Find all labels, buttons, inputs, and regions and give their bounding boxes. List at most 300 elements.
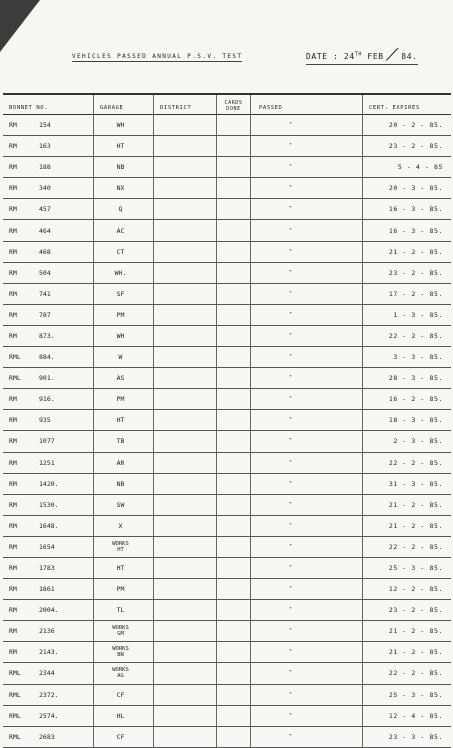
date-slash: / [383, 45, 402, 63]
date-month: FEB [367, 52, 384, 61]
bonnet-prefix: RM [9, 289, 17, 298]
garage-cell-text: CT [116, 247, 125, 256]
cert-expires-cell: 21 - 2 - 85. [388, 521, 443, 530]
cert-expires-cell: 17 - 2 - 85. [388, 289, 443, 298]
bonnet-prefix: RM [9, 416, 17, 425]
passed-cell: " [251, 115, 363, 135]
cert-expires-cell: 31 - 3 - 85. [388, 479, 443, 488]
cert-expires-cell: 1 - 3 - 85. [393, 310, 443, 319]
table-row [3, 136, 451, 157]
passed-cell: " [251, 516, 363, 536]
cards-done-cell [217, 706, 251, 726]
bonnet-cell [3, 284, 94, 304]
passed-cell: " [251, 537, 363, 557]
bonnet-prefix: RM [9, 331, 17, 340]
bonnet-prefix: RM [9, 310, 17, 319]
cert-expires-cell: 22 - 2 - 85. [388, 458, 443, 467]
garage-cell-text: SF [116, 289, 125, 298]
bonnet-number: 901. [39, 374, 55, 383]
district-cell [154, 347, 217, 367]
bonnet-number: 468 [39, 247, 51, 256]
bonnet-prefix: RM [9, 163, 17, 172]
vehicles-table [3, 93, 451, 748]
bonnet-cell [3, 621, 94, 641]
garage-cell [94, 389, 154, 409]
garage-cell [94, 326, 154, 346]
garage-cell-text [112, 625, 129, 637]
bonnet-prefix: RM [9, 542, 17, 551]
table-row [3, 347, 451, 368]
district-cell [154, 368, 217, 388]
table-row [3, 431, 451, 452]
table-row [3, 621, 451, 642]
district-cell [154, 431, 217, 451]
cert-expires-cell: 20 - 2 - 85. [388, 121, 443, 130]
bonnet-cell [3, 220, 94, 240]
bonnet-cell [3, 579, 94, 599]
cards-done-cell [217, 600, 251, 620]
cards-done-cell [217, 537, 251, 557]
district-cell [154, 579, 217, 599]
garage-cell-text: W [118, 353, 123, 362]
bonnet-cell [3, 157, 94, 177]
date-suffix: TH [354, 51, 362, 58]
table-row [3, 199, 451, 220]
cert-expires-cell: 21 - 2 - 85. [388, 627, 443, 636]
cert-expires-cell: 25 - 3 - 85. [388, 690, 443, 699]
district-cell [154, 558, 217, 578]
bonnet-prefix: RM [9, 395, 17, 404]
bonnet-prefix: RM [9, 585, 17, 594]
bonnet-cell [3, 389, 94, 409]
cert-expires-cell: 21 - 2 - 85. [388, 648, 443, 657]
district-cell [154, 305, 217, 325]
bonnet-number: 1783 [39, 564, 55, 573]
garage-cell-text: HT [116, 416, 125, 425]
cert-expires-cell: 28 - 3 - 85. [388, 374, 443, 383]
district-cell [154, 516, 217, 536]
garage-cell-text: WH [116, 121, 125, 130]
table-row [3, 537, 451, 558]
district-cell [154, 621, 217, 641]
bonnet-prefix: RM [9, 627, 17, 636]
header-garage: GARAGE [94, 95, 154, 114]
bonnet-cell [3, 115, 94, 135]
bonnet-number: 1861 [39, 585, 55, 594]
page-corner-fold [0, 0, 40, 52]
cards-done-cell [217, 495, 251, 515]
passed-cell: " [251, 263, 363, 283]
cards-done-cell [217, 199, 251, 219]
passed-cell: " [251, 727, 363, 747]
cert-expires-cell: 12 - 4 - 85. [388, 711, 443, 720]
bonnet-number: 1077 [39, 437, 55, 446]
garage-line-2: AG [117, 673, 124, 680]
garage-cell-text: HL [116, 711, 125, 720]
cert-expires-cell: 23 - 2 - 85. [388, 268, 443, 277]
bonnet-cell [3, 368, 94, 388]
table-row [3, 663, 451, 684]
cert-expires-cell: 16 - 3 - 85. [388, 205, 443, 214]
passed-cell: " [251, 136, 363, 156]
garage-cell [94, 199, 154, 219]
bonnet-prefix: RM [9, 226, 17, 235]
passed-cell: " [251, 410, 363, 430]
passed-cell: " [251, 474, 363, 494]
garage-cell [94, 495, 154, 515]
cert-expires-cell: 23 - 3 - 85. [388, 732, 443, 741]
district-cell [154, 727, 217, 747]
cert-expires-cell: 18 - 3 - 85. [388, 416, 443, 425]
document-title: VEHICLES PASSED ANNUAL P.S.V. TEST [72, 53, 243, 60]
bonnet-prefix: RM [9, 500, 17, 509]
table-body [3, 115, 451, 748]
bonnet-number: 1420. [39, 479, 59, 488]
bonnet-number: 884. [39, 353, 55, 362]
table-row [3, 453, 451, 474]
garage-cell [94, 157, 154, 177]
bonnet-cell [3, 453, 94, 473]
garage-cell [94, 431, 154, 451]
table-row [3, 115, 451, 136]
garage-cell [94, 663, 154, 683]
garage-cell-text [112, 667, 129, 679]
garage-cell [94, 136, 154, 156]
table-row [3, 263, 451, 284]
passed-cell: " [251, 453, 363, 473]
bonnet-cell [3, 431, 94, 451]
bonnet-prefix: RML [9, 353, 21, 362]
table-row [3, 326, 451, 347]
table-row [3, 220, 451, 241]
table-row [3, 305, 451, 326]
garage-cell [94, 305, 154, 325]
passed-cell: " [251, 642, 363, 662]
garage-cell-text [112, 646, 129, 658]
header-passed: PASSED [251, 95, 363, 114]
district-cell [154, 663, 217, 683]
garage-cell [94, 263, 154, 283]
garage-line-1: WORKS [112, 667, 129, 674]
bonnet-number: 2683 [39, 732, 55, 741]
bonnet-cell [3, 242, 94, 262]
bonnet-cell [3, 727, 94, 747]
bonnet-prefix: RML [9, 374, 21, 383]
garage-cell [94, 642, 154, 662]
district-cell [154, 474, 217, 494]
garage-cell-text: TB [116, 437, 125, 446]
district-cell [154, 220, 217, 240]
garage-cell-text: WH. [114, 268, 127, 277]
cert-expires-cell: 22 - 2 - 85. [388, 669, 443, 678]
cert-expires-cell: 12 - 2 - 85. [388, 585, 443, 594]
cards-done-cell [217, 263, 251, 283]
district-cell [154, 284, 217, 304]
cards-done-cell [217, 410, 251, 430]
bonnet-number: 1251 [39, 458, 55, 467]
cards-done-cell [217, 115, 251, 135]
district-cell [154, 642, 217, 662]
bonnet-prefix: RM [9, 437, 17, 446]
district-cell [154, 453, 217, 473]
bonnet-prefix: RM [9, 606, 17, 615]
bonnet-cell [3, 178, 94, 198]
cards-done-cell [217, 389, 251, 409]
passed-cell: " [251, 305, 363, 325]
cert-expires-cell: 20 - 3 - 85. [388, 184, 443, 193]
bonnet-number: 464 [39, 226, 51, 235]
bonnet-prefix: RM [9, 479, 17, 488]
garage-cell-text: X [118, 521, 123, 530]
district-cell [154, 410, 217, 430]
table-row [3, 157, 451, 178]
header-cards-done: CARDS DONE [217, 95, 251, 114]
bonnet-number: 188 [39, 163, 51, 172]
district-cell [154, 389, 217, 409]
table-row [3, 474, 451, 495]
passed-cell: " [251, 431, 363, 451]
bonnet-number: 340 [39, 184, 51, 193]
cards-done-cell [217, 136, 251, 156]
bonnet-prefix: RM [9, 564, 17, 573]
bonnet-cell [3, 600, 94, 620]
garage-cell [94, 600, 154, 620]
bonnet-cell [3, 495, 94, 515]
passed-cell: " [251, 242, 363, 262]
garage-cell-text: PM [116, 395, 125, 404]
garage-cell-text: CF [116, 732, 125, 741]
cards-done-cell [217, 326, 251, 346]
bonnet-number: 504 [39, 268, 51, 277]
bonnet-prefix: RM [9, 121, 17, 130]
bonnet-prefix: RM [9, 184, 17, 193]
passed-cell: " [251, 621, 363, 641]
bonnet-cell [3, 516, 94, 536]
garage-cell-text: SW [116, 500, 125, 509]
bonnet-prefix: RM [9, 142, 17, 151]
garage-line-2: BN [117, 652, 124, 659]
district-cell [154, 242, 217, 262]
district-cell [154, 157, 217, 177]
bonnet-cell [3, 326, 94, 346]
cards-done-cell [217, 474, 251, 494]
passed-cell: " [251, 220, 363, 240]
garage-cell [94, 558, 154, 578]
bonnet-number: 2136 [39, 627, 55, 636]
bonnet-number: 873. [39, 331, 55, 340]
passed-cell: " [251, 326, 363, 346]
bonnet-number: 457 [39, 205, 51, 214]
bonnet-number: 1648. [39, 521, 59, 530]
bonnet-number: 163 [39, 142, 51, 151]
garage-cell-text: HT [116, 564, 125, 573]
table-row [3, 685, 451, 706]
district-cell [154, 495, 217, 515]
cards-done-cell [217, 727, 251, 747]
garage-line-1: WORKS [112, 540, 129, 547]
garage-cell-text: PM [116, 585, 125, 594]
table-row [3, 242, 451, 263]
garage-cell [94, 621, 154, 641]
table-row [3, 389, 451, 410]
bonnet-number: 1530. [39, 500, 59, 509]
cert-expires-cell: 23 - 2 - 85. [388, 606, 443, 615]
passed-cell: " [251, 284, 363, 304]
bonnet-cell [3, 685, 94, 705]
bonnet-number: 2143. [39, 648, 59, 657]
bonnet-cell [3, 706, 94, 726]
passed-cell: " [251, 663, 363, 683]
cert-expires-cell: 21 - 2 - 85. [388, 500, 443, 509]
garage-cell-text: CF [116, 690, 125, 699]
passed-cell: " [251, 389, 363, 409]
garage-line-2: GM [117, 631, 124, 638]
passed-cell: " [251, 495, 363, 515]
cards-done-cell [217, 178, 251, 198]
bonnet-prefix: RM [9, 521, 17, 530]
bonnet-cell [3, 136, 94, 156]
garage-cell [94, 685, 154, 705]
document-date [306, 45, 418, 65]
garage-cell-text: TL [116, 606, 125, 615]
cards-done-cell [217, 516, 251, 536]
bonnet-number: 1654 [39, 542, 55, 551]
bonnet-cell [3, 263, 94, 283]
district-cell [154, 685, 217, 705]
bonnet-prefix: RM [9, 205, 17, 214]
garage-cell [94, 242, 154, 262]
bonnet-prefix: RML [9, 690, 21, 699]
bonnet-number: 154 [39, 121, 51, 130]
garage-line-2: HT [117, 546, 124, 553]
garage-cell [94, 220, 154, 240]
garage-cell [94, 115, 154, 135]
bonnet-cell [3, 663, 94, 683]
bonnet-prefix: RM [9, 268, 17, 277]
cert-expires-cell: 3 - 3 - 85. [393, 353, 443, 362]
district-cell [154, 600, 217, 620]
garage-cell [94, 474, 154, 494]
district-cell [154, 537, 217, 557]
table-row [3, 558, 451, 579]
table-row [3, 495, 451, 516]
cert-expires-cell: 22 - 2 - 85. [388, 542, 443, 551]
bonnet-number: 916. [39, 395, 55, 404]
cards-done-cell [217, 558, 251, 578]
cert-expires-cell: 23 - 2 - 85. [388, 142, 443, 151]
garage-cell-text: AC [116, 226, 125, 235]
district-cell [154, 178, 217, 198]
header-bonnet-no: BONNET NO. [3, 95, 94, 114]
bonnet-cell [3, 305, 94, 325]
bonnet-prefix: RML [9, 711, 21, 720]
bonnet-prefix: RML [9, 732, 21, 741]
cards-done-cell [217, 621, 251, 641]
passed-cell: " [251, 558, 363, 578]
garage-cell [94, 537, 154, 557]
cards-done-cell [217, 431, 251, 451]
garage-line-1: WORKS [112, 625, 129, 632]
garage-cell [94, 284, 154, 304]
cards-done-cell [217, 157, 251, 177]
district-cell [154, 115, 217, 135]
garage-cell-text: AS [116, 374, 125, 383]
cards-done-cell [217, 242, 251, 262]
garage-cell [94, 706, 154, 726]
table-row [3, 410, 451, 431]
garage-cell-text: NB [116, 163, 125, 172]
garage-cell [94, 727, 154, 747]
garage-cell-text: NB [116, 479, 125, 488]
garage-cell [94, 579, 154, 599]
garage-cell-text: AR [116, 458, 125, 467]
table-row [3, 600, 451, 621]
table-row [3, 368, 451, 389]
garage-cell-text: NX [116, 184, 125, 193]
bonnet-number: 2574. [39, 711, 59, 720]
bonnet-number: 787 [39, 310, 51, 319]
bonnet-number: 2004. [39, 606, 59, 615]
garage-cell [94, 410, 154, 430]
bonnet-prefix: RML [9, 669, 21, 678]
cards-done-cell [217, 453, 251, 473]
table-row [3, 178, 451, 199]
garage-cell [94, 347, 154, 367]
garage-cell [94, 368, 154, 388]
cards-done-cell [217, 284, 251, 304]
garage-cell-text: PM [116, 310, 125, 319]
garage-cell-text [112, 541, 129, 553]
cert-expires-cell: 2 - 3 - 85. [393, 437, 443, 446]
table-row [3, 284, 451, 305]
bonnet-prefix: RM [9, 458, 17, 467]
table-row [3, 579, 451, 600]
cert-expires-cell: 25 - 3 - 85. [388, 564, 443, 573]
passed-cell: " [251, 368, 363, 388]
district-cell [154, 136, 217, 156]
garage-cell [94, 178, 154, 198]
bonnet-number: 2344 [39, 669, 55, 678]
garage-cell-text: WH [116, 331, 125, 340]
bonnet-cell [3, 558, 94, 578]
table-row [3, 727, 451, 748]
bonnet-number: 741 [39, 289, 51, 298]
cert-expires-cell: 5 - 4 - 85 [397, 163, 443, 172]
cert-expires-cell: 16 - 2 - 85. [388, 395, 443, 404]
garage-cell [94, 516, 154, 536]
passed-cell: " [251, 685, 363, 705]
date-year: 84. [401, 52, 418, 61]
district-cell [154, 326, 217, 346]
table-header [3, 93, 451, 115]
bonnet-cell [3, 474, 94, 494]
passed-cell: " [251, 157, 363, 177]
bonnet-cell [3, 347, 94, 367]
passed-cell: " [251, 199, 363, 219]
bonnet-cell [3, 199, 94, 219]
passed-cell: " [251, 706, 363, 726]
cert-expires-cell: 16 - 3 - 85. [388, 226, 443, 235]
cert-expires-cell: 21 - 2 - 85. [388, 247, 443, 256]
cards-done-cell [217, 347, 251, 367]
header-cert-expires: CERT. EXPIRES [369, 105, 420, 111]
bonnet-number: 935 [39, 416, 51, 425]
table-row [3, 706, 451, 727]
cards-done-cell [217, 663, 251, 683]
bonnet-prefix: RM [9, 247, 17, 256]
garage-cell [94, 453, 154, 473]
date-label: DATE : 24 [306, 52, 355, 61]
